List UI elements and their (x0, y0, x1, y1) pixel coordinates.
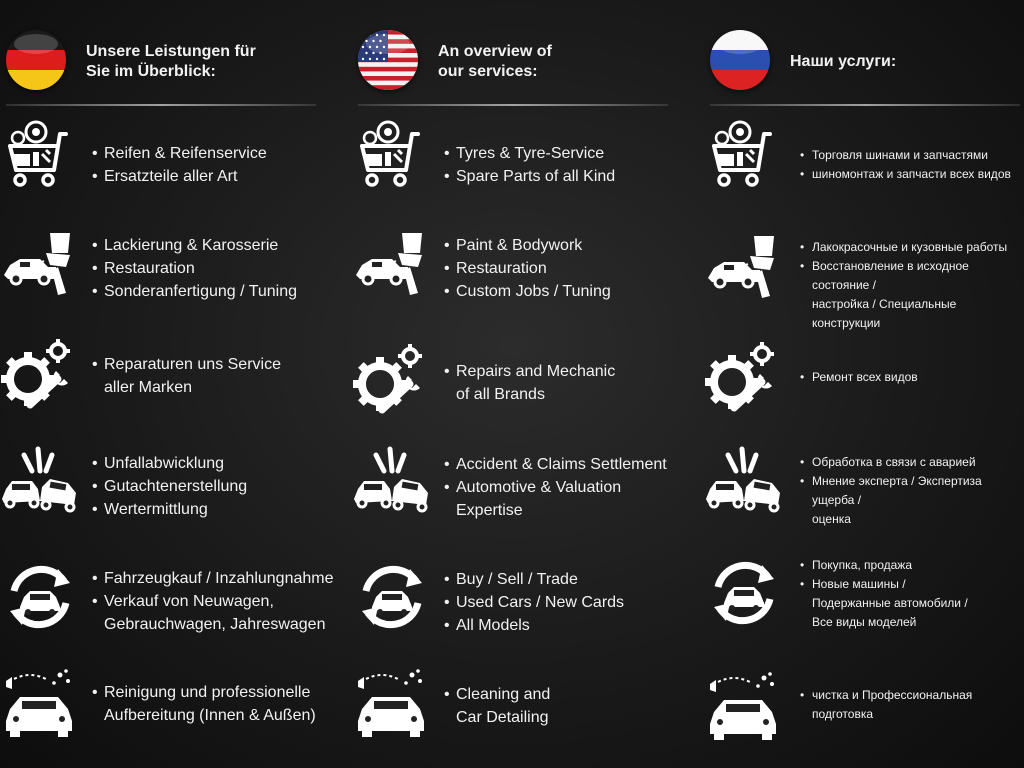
service-item: • Новые машины / (800, 575, 1020, 594)
service-item: • Cleaning and (444, 683, 688, 706)
service-item: • Ersatzteile aller Art (92, 165, 336, 188)
gears-wrench-icon (704, 338, 784, 418)
section-title: Наши услуги: (790, 53, 897, 70)
service-item: • Repairs and Mechanic (444, 360, 688, 383)
section-title: Unsere Leistungen für Sie im Überblick: (86, 43, 256, 80)
service-item: • Unfallabwicklung (92, 452, 336, 475)
car-spray-gun-icon (352, 225, 432, 305)
service-item: • Мнение эксперта / Экспертиза ущерба / (800, 472, 1020, 510)
service-item: Все виды моделей (812, 615, 917, 629)
russia-flag-icon (710, 30, 770, 90)
service-item: • Custom Jobs / Tuning (444, 280, 688, 303)
service-item: of all Brands (456, 386, 545, 403)
service-item: • Reifen & Reifenservice (92, 142, 336, 165)
service-item: • чистка и Профессиональная (800, 686, 1020, 705)
service-item: • Restauration (92, 257, 336, 280)
car-crash-icon (704, 443, 784, 523)
service-item: Подержанные автомобили / (812, 596, 968, 610)
service-item: • Sonderanfertigung / Tuning (92, 280, 336, 303)
service-item: Gebrauchwagen, Jahreswagen (104, 616, 326, 633)
service-item: Car Detailing (456, 709, 549, 726)
service-item: • Paint & Bodywork (444, 234, 688, 257)
car-exchange-icon (352, 557, 432, 637)
shopping-cart-parts-icon (352, 118, 432, 198)
service-item: оценка (812, 512, 851, 526)
service-item: • Fahrzeugkauf / Inzahlungnahme (92, 567, 336, 590)
service-item: • Gutachtenerstellung (92, 475, 336, 498)
service-item: • шиномонтаж и запчасти всех видов (800, 165, 1020, 184)
car-exchange-icon (0, 557, 80, 637)
column-russian (704, 0, 1024, 768)
gears-wrench-icon (352, 340, 432, 420)
divider (358, 104, 668, 106)
column-german (0, 0, 340, 768)
shopping-cart-parts-icon (0, 118, 80, 198)
service-item: • Reparaturen uns Service (92, 353, 336, 376)
service-item: Expertise (456, 502, 523, 519)
service-item: • Лакокрасочные и кузовные работы (800, 238, 1020, 257)
car-exchange-icon (704, 553, 784, 633)
shopping-cart-parts-icon (704, 118, 784, 198)
service-item: • All Models (444, 614, 688, 637)
car-wash-icon (704, 668, 784, 748)
car-crash-icon (352, 443, 432, 523)
service-item: • Buy / Sell / Trade (444, 568, 688, 591)
service-item: • Обработка в связи с аварией (800, 453, 1020, 472)
service-item: • Restauration (444, 257, 688, 280)
car-crash-icon (0, 443, 80, 523)
gears-wrench-icon (0, 335, 80, 415)
service-item: • Reinigung und professionelle (92, 681, 336, 704)
service-item: • Lackierung & Karosserie (92, 234, 336, 257)
divider (710, 104, 1020, 106)
car-spray-gun-icon (0, 225, 80, 305)
column-english (352, 0, 692, 768)
service-item: • Automotive & Valuation (444, 476, 688, 499)
service-item: • Восстановление в исходное состояние / (800, 257, 1020, 295)
divider (6, 104, 316, 106)
service-item: Aufbereitung (Innen & Außen) (104, 707, 316, 724)
service-item: • Accident & Claims Settlement (444, 453, 688, 476)
usa-flag-icon (358, 30, 418, 90)
service-item: • Tyres & Tyre-Service (444, 142, 688, 165)
service-item: подготовка (812, 707, 874, 721)
service-item: • Ремонт всех видов (800, 368, 1020, 387)
car-wash-icon (352, 665, 432, 745)
car-spray-gun-icon (704, 228, 784, 308)
section-title: An overview of our services: (438, 43, 552, 80)
service-item: • Wertermittlung (92, 498, 336, 521)
germany-flag-icon (6, 30, 66, 90)
service-item: • Spare Parts of all Kind (444, 165, 688, 188)
service-item: aller Marken (104, 379, 193, 396)
service-item: • Verkauf von Neuwagen, (92, 590, 336, 613)
service-item: • Торговля шинами и запчастями (800, 146, 1020, 165)
service-item: настройка / Специальные конструкции (812, 297, 957, 330)
car-wash-icon (0, 665, 80, 745)
service-item: • Used Cars / New Cards (444, 591, 688, 614)
service-item: • Покупка, продажа (800, 556, 1020, 575)
